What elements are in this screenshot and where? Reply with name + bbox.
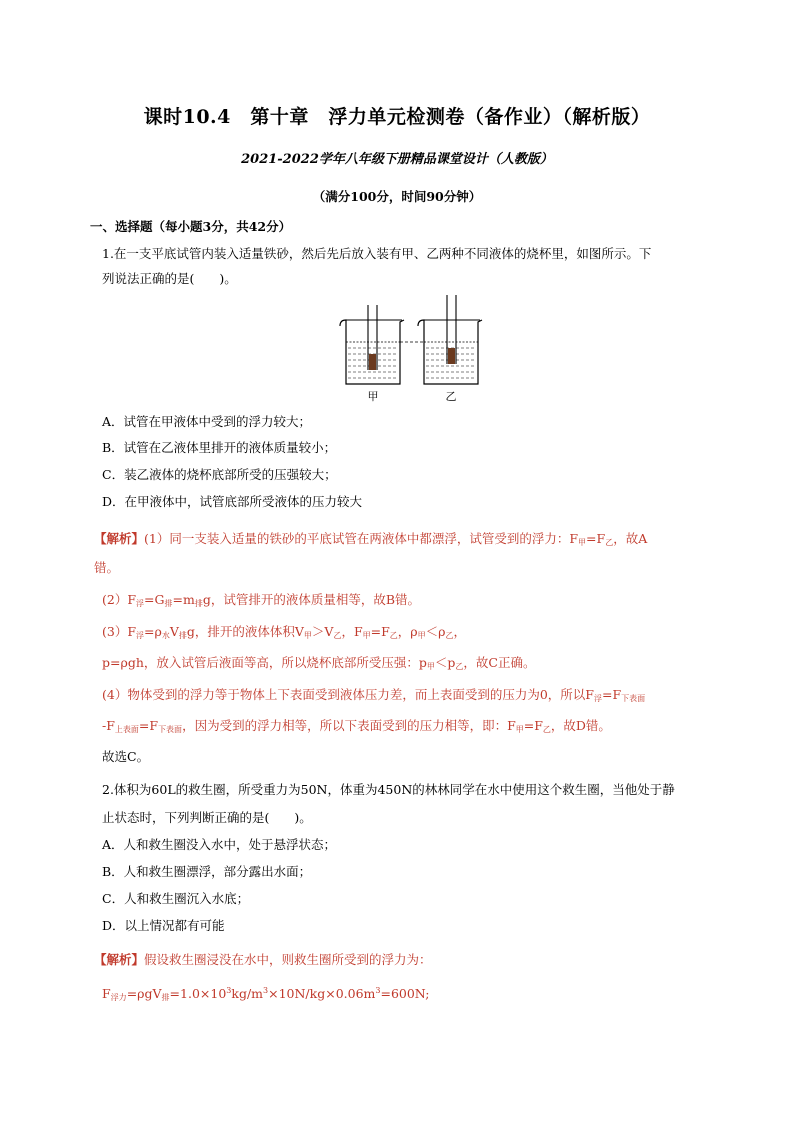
q2-analysis-line2: $F_{浮力}=\rho gV_排=1.0\times 10^3kg/m^3\times 10N/kg\times 0.06m^3=600N$; — [102, 986, 430, 1002]
analysis-tag: 【解析】 — [94, 952, 145, 967]
figure-label-left: 甲 — [367, 390, 379, 403]
figure-label-right: 乙 — [445, 390, 457, 403]
beaker-figure — [336, 290, 486, 405]
q1-option-c: C．装乙液体的烧杯底部所受的压强较大； — [102, 467, 337, 482]
q2-option-a: A．人和救生圈没入水中，处于悬浮状态； — [102, 837, 337, 852]
q1-analysis-line4: p=ρgh，放入试管后液面等高，所以烧杯底部所受压强：$p_甲<p_乙$，故C正确。 — [102, 655, 536, 671]
analysis-tag: 【解析】 — [94, 531, 145, 546]
document-subtitle: 2021-2022学年八年级下册精品课堂设计（人教版） — [241, 152, 553, 167]
q1-analysis-line3: $(3)F_浮=\rho_水V_排g$，排开的液体体积$V_甲>V_乙$，$F_甲=F_乙$，$\rho_甲<\rho_乙$， — [102, 624, 467, 640]
q2-stem-line1: 2.体积为60L的救生圈，所受重力为50N，体重为450N的林林同学在水中使用这个救生圈，当他处于静 — [102, 782, 675, 797]
q1-option-d: D．在甲液体中，试管底部所受液体的压力较大 — [102, 494, 363, 509]
q2-analysis-line1: 【解析】假设救生圈浸没在水中，则救生圈所受到的浮力为： — [94, 952, 432, 967]
q1-analysis-line1: 【解析】(1）同一支装入适量的铁砂的平底试管在两液体中都漂浮，试管受到的浮力：$F_甲=F_乙$，故A — [94, 531, 648, 547]
q1-stem-line1: 1.在一支平底试管内装入适量铁砂，然后先后放入装有甲、乙两种不同液体的烧杯里，如图所示。下 — [102, 246, 652, 261]
beaker-left — [340, 305, 404, 384]
q1-option-b: B．试管在乙液体里排开的液体质量较小； — [102, 440, 337, 455]
q2-option-b: B．人和救生圈漂浮，部分露出水面； — [102, 864, 312, 879]
q1-option-a: A．试管在甲液体中受到的浮力较大； — [102, 414, 312, 429]
score-note: （满分100分，时间90分钟） — [312, 189, 482, 204]
q1-analysis-line5: (4）物体受到的浮力等于物体上下表面受到液体压力差，而上表面受到的压力为0，所以$F_浮=F_{下表面}$ — [102, 687, 646, 703]
q2-stem-line2: 止状态时，下列判断正确的是( )。 — [102, 810, 312, 825]
q2-option-c: C．人和救生圈沉入水底； — [102, 891, 250, 906]
q1-analysis-line1b: 错。 — [94, 560, 120, 575]
document-title: 课时10.4 第十章 浮力单元检测卷（备作业）（解析版） — [143, 106, 651, 128]
q1-answer: 故选C。 — [102, 749, 150, 764]
section-heading: 一、选择题（每小题3分，共42分） — [90, 219, 292, 234]
q1-analysis-line2: $(2)F_浮=G_排=m_排g$，试管排开的液体质量相等，故B错。 — [102, 592, 421, 608]
beaker-right — [418, 295, 482, 384]
q1-analysis-line6: $-F_{上表面}=F_{下表面}$，因为受到的浮力相等，所以下表面受到的压力相等，即：$F_甲=F_乙$，故D错。 — [102, 718, 611, 734]
q1-stem-line2: 列说法正确的是( )。 — [102, 271, 237, 286]
q2-option-d: D．以上情况都有可能 — [102, 918, 225, 933]
